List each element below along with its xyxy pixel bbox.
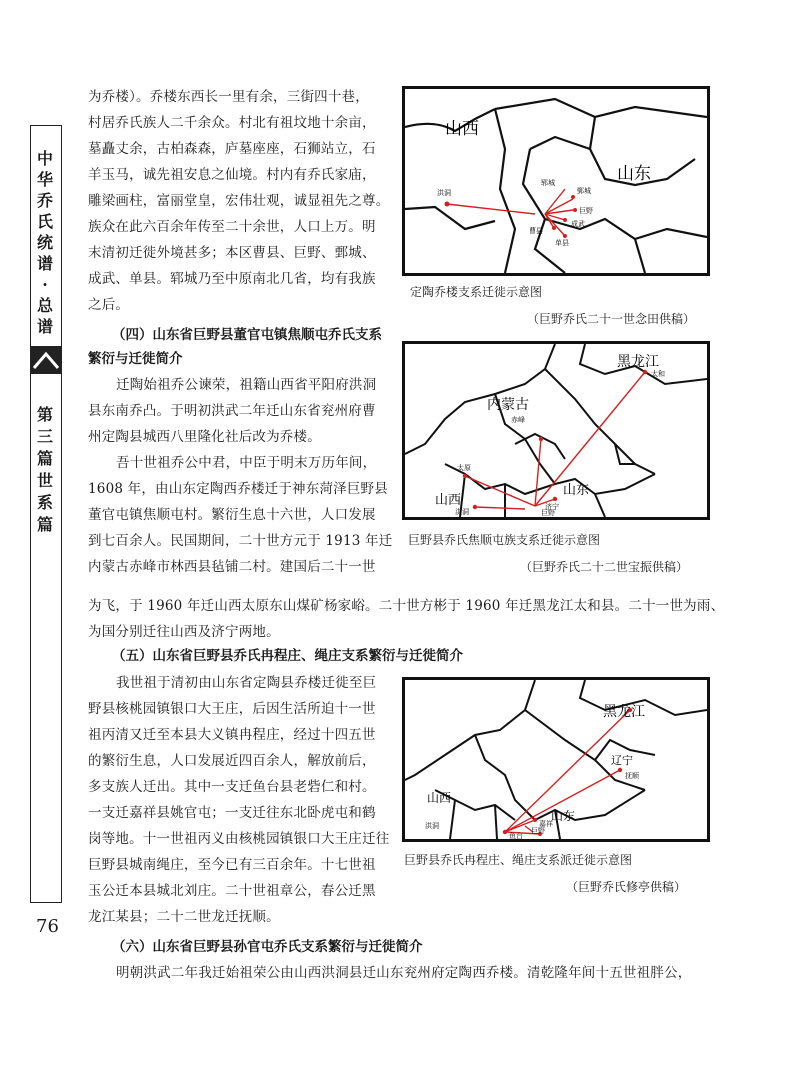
- svg-text:济宁: 济宁: [545, 503, 559, 511]
- map2-label-heilongjiang: 黑龙江: [617, 354, 659, 370]
- map2-caption: 巨野县乔氏焦顺屯族支系迁徙示意图: [408, 533, 601, 547]
- paragraph-2-cont: 为飞，于 1960 年迁山西太原东山煤矿杨家峪。二十世方彬于 1960 年迁黑龙江太和县。二十一世为雨、 为国分别迁往山西及济宁两地。: [88, 598, 725, 640]
- svg-text:曹县: 曹县: [529, 227, 543, 235]
- paragraph-4: 明朝洪武二年我迁始祖荣公由山西洪洞县迁山东兖州府定陶西乔楼。清乾隆年间十五世祖胖公，: [116, 965, 692, 981]
- page-number: 76: [36, 916, 59, 937]
- map2-label-shandong: 山东: [563, 483, 590, 498]
- svg-text:巨野: 巨野: [579, 207, 593, 215]
- section-heading-6: （六）山东省巨野县孙官屯乔氏支系繁衍与迁徙简介: [112, 939, 423, 955]
- svg-text:单县: 单县: [555, 239, 569, 247]
- svg-text:太和: 太和: [651, 370, 665, 378]
- paragraph-1: 为乔楼）。乔楼东西长一里有余，三街四十巷， 村居乔氏族人二千余众。村北有祖坟地十余亩， 墓矗丈余，古柏森森，庐墓座座，石狮站立，石 羊玉马，诚先祖安息之仙境。村内有乔氏家庙， 雕梁画柱，富丽堂皇，宏伟壮观，诚显祖先之尊。 族众在此六百余年传至二十余世，人口上万。明 末清初迁徙外境甚多；本区曹县、巨野、鄄城、 成武、单县。郓城乃至中原南北几省，均有我族 之后。: [88, 89, 390, 313]
- map3-label-shandong: 山东: [551, 809, 576, 823]
- section-heading-4: （四）山东省巨野县董官屯镇焦顺屯乔氏支系 繁衍与迁徙简介: [88, 327, 382, 367]
- map1-caption: 定陶乔楼支系迁徙示意图: [410, 285, 543, 299]
- svg-text:抚顺: 抚顺: [625, 772, 639, 780]
- chapter-title: 第三篇 世系篇: [36, 405, 53, 534]
- map3-label-heilongjiang: 黑龙江: [603, 704, 645, 720]
- sidebar-marker: [30, 346, 62, 374]
- migration-map-2: [402, 341, 710, 520]
- map2-credit: （巨野乔氏二十二世宝振供稿）: [520, 560, 689, 574]
- migration-map-1: [402, 86, 710, 276]
- section-heading-5: （五）山东省巨野县乔氏冉程庄、绳庄支系繁衍与迁徙简介: [112, 648, 463, 664]
- book-title: 中华乔氏统谱·总谱: [36, 149, 53, 336]
- svg-text:洪洞: 洪洞: [455, 508, 469, 516]
- map3-caption: 巨野县乔氏冉程庄、绳庄支系派迁徙示意图: [404, 853, 633, 867]
- svg-text:成武: 成武: [571, 220, 585, 228]
- map3-label-liaoning: 辽宁: [611, 754, 633, 767]
- map2-label-shanxi: 山西: [435, 493, 462, 508]
- svg-text:巨野: 巨野: [531, 827, 545, 835]
- map1-label-shanxi: 山西: [445, 119, 479, 139]
- paragraph-3: 我世祖于清初由山东省定陶县乔楼迁徙至巨 野县核桃园镇银口大王庄，后因生活所迫十一世 祖丙清又迁至本县大义镇冉程庄，经过十四五世 的繁衍生息，人口发展近四百余人，解放前后， 多支族人迁出。其中一支迁鱼台县老砦仁和村。 一支迁嘉祥县姚官屯；一支迁往东北卧虎屯和鹤 岗等地。十一世祖丙义由核桃园镇银口大王庄迁往 巨野县城南绳庄，至今已有三百余年。十七世祖 玉公迁本县城北刘庄。二十世祖章公，春公迁黑 龙江某县；二十二世龙迁抚顺。: [88, 675, 390, 925]
- svg-text:洪洞: 洪洞: [437, 189, 451, 197]
- map1-credit: （巨野乔氏二十一世念田供稿）: [527, 312, 696, 326]
- svg-text:鱼台: 鱼台: [509, 832, 523, 839]
- svg-text:郓城: 郓城: [541, 179, 555, 187]
- svg-text:洪洞: 洪洞: [425, 822, 439, 830]
- map3-label-shanxi: 山西: [427, 791, 452, 805]
- chevron-up-icon: [30, 346, 62, 374]
- map2-label-neimenggu: 内蒙古: [487, 397, 529, 413]
- paragraph-2: 迁陶始祖乔公谏荣，祖籍山西省平阳府洪洞 县东南乔凸。于明初洪武二年迁山东省兖州府曹 州定陶县城西八里隆化社后改为乔楼。 吾十世祖乔公中君，中臣于明末万历年间， 1608 年，由山东定陶西乔楼迁于神东菏泽巨野县 董官屯镇焦顺屯村。繁衍生息十六世，人口发展 到七百余人。民国期间，二十世方元于 1913 年迁 内蒙古赤峰市林西县毡铺二村。建国后二十一世: [88, 377, 393, 575]
- migration-map-3: [402, 677, 710, 842]
- svg-text:赤峰: 赤峰: [511, 416, 525, 424]
- svg-text:嘉祥: 嘉祥: [539, 820, 553, 828]
- svg-text:鄄城: 鄄城: [577, 187, 591, 195]
- svg-text:巨野: 巨野: [541, 509, 555, 517]
- map1-label-shandong: 山东: [617, 164, 651, 184]
- svg-text:太原: 太原: [457, 464, 471, 472]
- map3-credit: （巨野乔氏修亭供稿）: [566, 880, 687, 894]
